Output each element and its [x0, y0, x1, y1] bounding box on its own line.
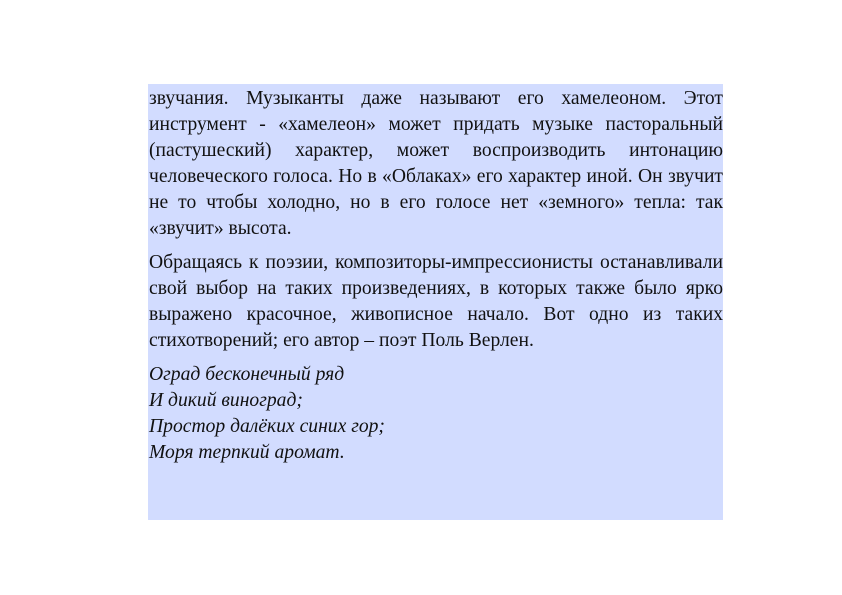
text-block [148, 84, 723, 520]
poem-line: И дикий виноград; [149, 390, 303, 411]
paragraph-poetry: Обращаясь к поэзии, композиторы-импрессионисты останавливали свой выбор на таких произведениях, в которых также было ярко выражено красочное, живописное начало. Вот одно из таких стихотворений; его автор – поэт Поль Верлен. [149, 252, 723, 351]
poem-line: Моря терпкий аромат. [149, 442, 345, 463]
paragraph-instrument: звучания. Музыканты даже называют его хамелеоном. Этот инструмент - «хамелеон» может придать музыке пасторальный (пастушеский) характер, может воспроизводить интонацию человеческого голоса. Но в «Облаках» его характер иной. Он звучит не то чтобы холодно, но в его голосе нет «земного» тепла: так «звучит» высота. [149, 88, 723, 239]
poem-verse [149, 362, 723, 466]
poem-line: Оград бесконечный ряд [149, 364, 345, 385]
poem-line: Простор далёких синих гор; [149, 416, 385, 437]
